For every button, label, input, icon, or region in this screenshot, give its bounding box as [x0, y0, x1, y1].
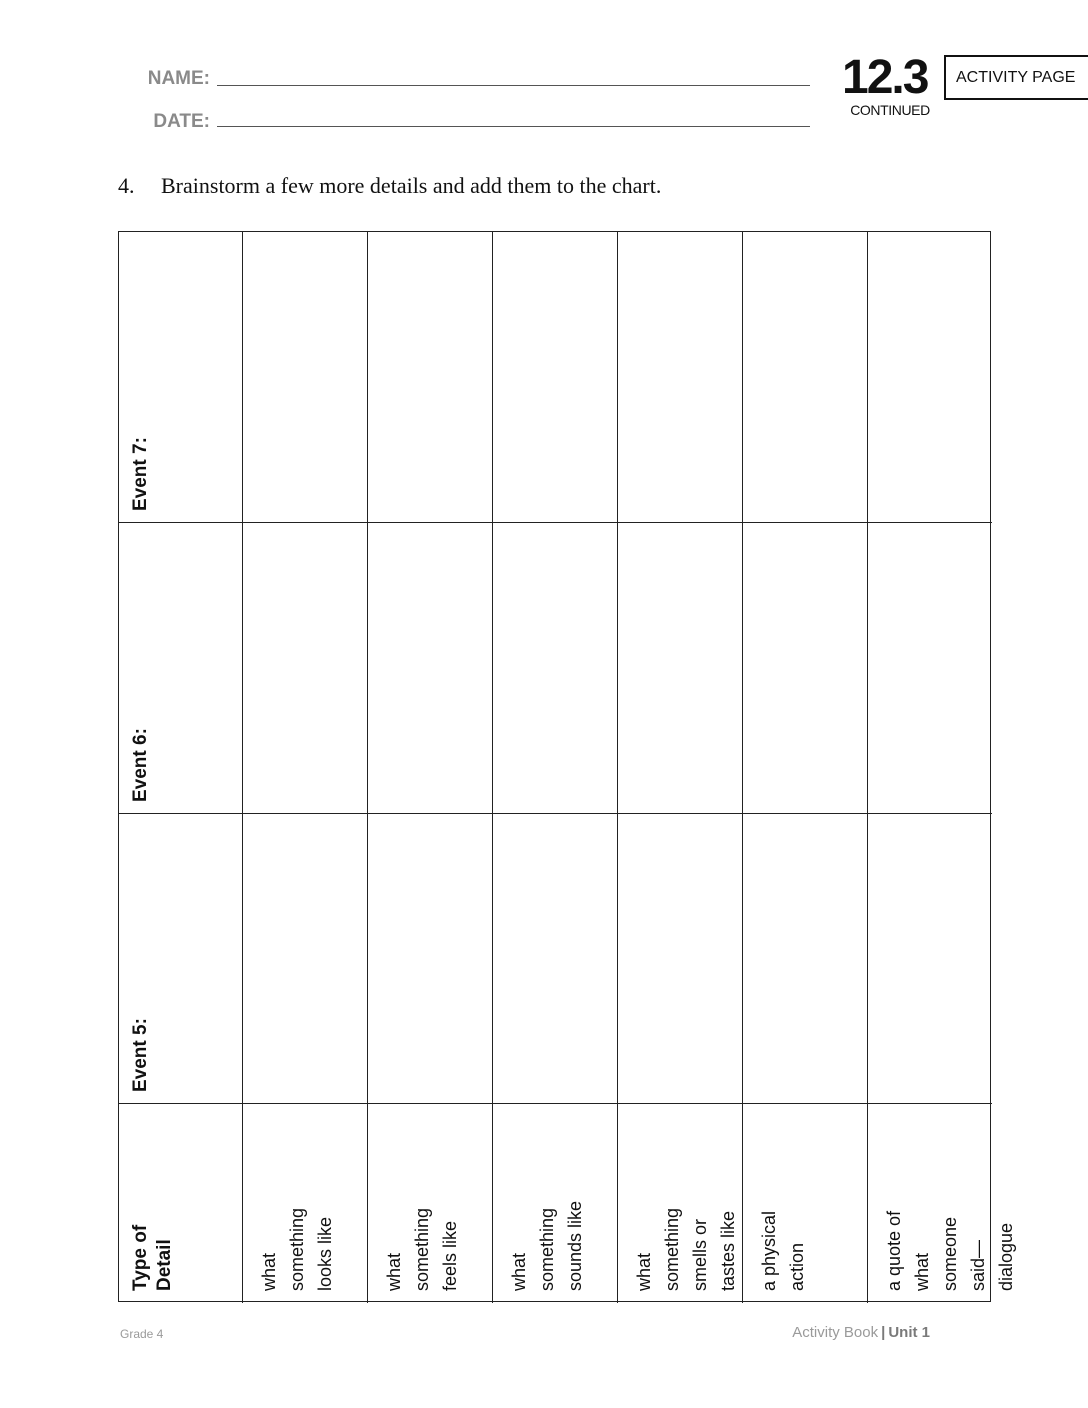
answer-cell-event-5[interactable]: [243, 814, 368, 1104]
detail-type-label: a quote of what someone said— dialogue: [884, 1210, 1016, 1291]
column-heading: Event 6:: [130, 728, 151, 802]
answer-cell-event-7[interactable]: [743, 232, 868, 523]
detail-type-cell: [243, 1104, 368, 1303]
page-number: 12.3: [842, 51, 928, 104]
answer-cell-event-6[interactable]: [743, 523, 868, 814]
answer-cell-event-5[interactable]: [868, 814, 992, 1104]
answer-cell-event-7[interactable]: [243, 232, 368, 523]
detail-type-label: what something smells or tastes like: [634, 1207, 738, 1291]
footer-grade: Grade 4: [120, 1327, 164, 1341]
answer-cell-event-7[interactable]: [868, 232, 992, 523]
detail-type-cell: [868, 1104, 1016, 1303]
column-heading: Event 7:: [130, 437, 151, 511]
detail-type-label: a physical action: [759, 1210, 807, 1291]
footer-book-info: [792, 1324, 930, 1341]
activity-page-label: ACTIVITY PAGE: [956, 69, 1076, 86]
footer-book: Activity Book: [792, 1324, 879, 1341]
date-label: DATE:: [153, 111, 210, 132]
column-heading: Type of Detail: [130, 1224, 175, 1291]
event-5-header-cell: [119, 814, 243, 1104]
detail-type-label: what something feels like: [384, 1207, 460, 1291]
answer-cell-event-7[interactable]: [368, 232, 493, 523]
answer-cell-event-6[interactable]: [868, 523, 992, 814]
activity-page-badge: [944, 55, 1088, 100]
detail-chart: [118, 231, 1016, 1302]
instruction-text: Brainstorm a few more details and add them to the chart.: [161, 173, 662, 198]
name-field-line[interactable]: [217, 85, 810, 86]
instruction-number: 4.: [118, 173, 135, 198]
detail-type-label: what something looks like: [259, 1207, 335, 1291]
detail-type-cell: [618, 1104, 743, 1303]
type-of-detail-header-cell: [119, 1104, 243, 1303]
answer-cell-event-7[interactable]: [493, 232, 618, 523]
instruction: [118, 173, 661, 199]
detail-type-cell: [493, 1104, 618, 1303]
date-field-line[interactable]: [217, 126, 810, 127]
answer-cell-event-6[interactable]: [493, 523, 618, 814]
detail-type-label: what something sounds like: [509, 1200, 585, 1291]
answer-cell-event-7[interactable]: [618, 232, 743, 523]
answer-cell-event-5[interactable]: [618, 814, 743, 1104]
answer-cell-event-5[interactable]: [368, 814, 493, 1104]
continued-label: CONTINUED: [850, 102, 930, 118]
answer-cell-event-6[interactable]: [243, 523, 368, 814]
detail-type-cell: [743, 1104, 868, 1303]
answer-cell-event-6[interactable]: [368, 523, 493, 814]
column-heading: Event 5:: [130, 1018, 151, 1092]
footer-unit: Unit 1: [888, 1324, 930, 1341]
answer-cell-event-6[interactable]: [618, 523, 743, 814]
detail-type-cell: [368, 1104, 493, 1303]
name-label: NAME:: [147, 68, 210, 89]
answer-cell-event-5[interactable]: [743, 814, 868, 1104]
event-7-header-cell: [119, 232, 243, 523]
answer-cell-event-5[interactable]: [493, 814, 618, 1104]
event-6-header-cell: [119, 523, 243, 814]
footer-separator: |: [881, 1324, 886, 1341]
